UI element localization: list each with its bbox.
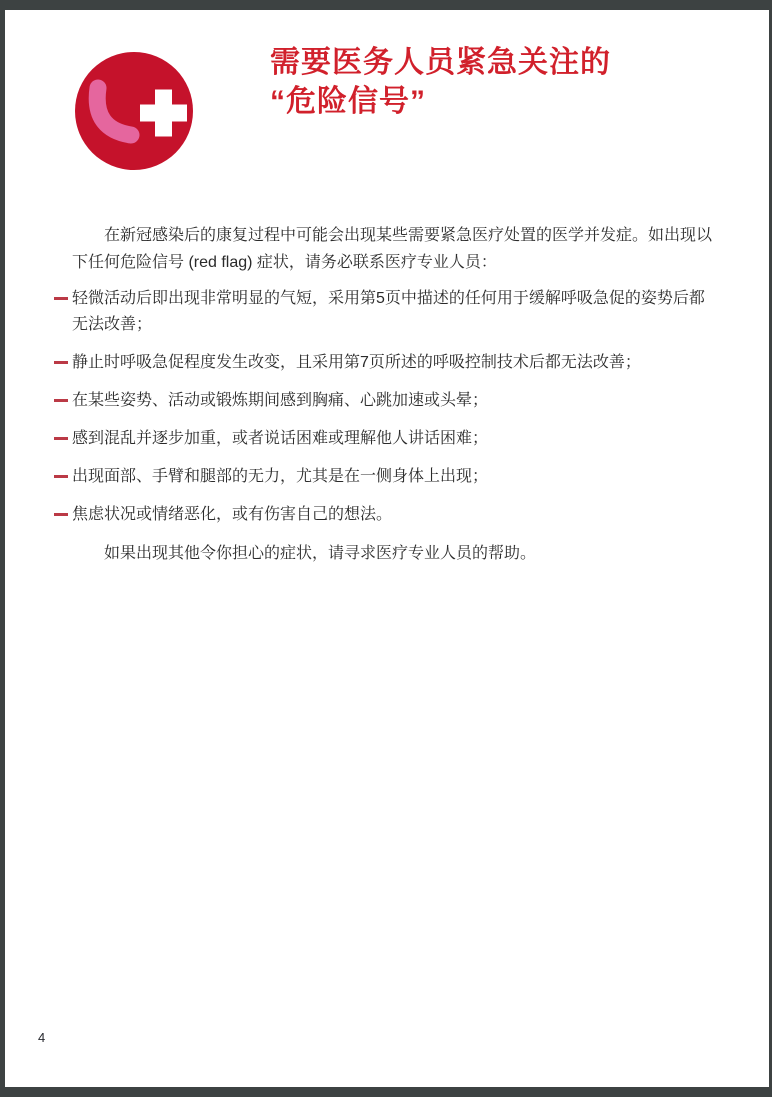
dash-bullet-icon [54,297,68,300]
list-item-text: 出现面部、手臂和腿部的无力，尤其是在一侧身体上出现； [72,468,489,485]
phone-medical-cross-icon [75,52,193,170]
dash-bullet-icon [54,513,68,516]
list-item-text: 感到混乱并逐步加重，或者说话困难或理解他人讲话困难； [72,430,489,447]
dash-bullet-icon [54,475,68,478]
page-title [270,43,710,121]
list-item-text: 焦虑状况或情绪恶化，或有伤害自己的想法。 [72,506,393,523]
list-item [72,426,714,452]
list-item [72,388,714,414]
list-item [72,464,714,490]
emergency-call-icon [75,52,193,170]
list-item-text: 在某些姿势、活动或锻炼期间感到胸痛、心跳加速或头晕； [72,392,489,409]
document-page [5,10,769,1087]
page-title-line1: 需要医务人员紧急关注的 [270,46,611,79]
dash-bullet-icon [54,399,68,402]
dash-bullet-icon [54,361,68,364]
page-content [72,222,714,567]
list-item [72,502,714,528]
medical-cross-icon [155,90,172,137]
page-number: 4 [38,1030,46,1045]
closing-paragraph: 如果出现其他令你担心的症状，请寻求医疗专业人员的帮助。 [104,545,537,562]
dash-bullet-icon [54,437,68,440]
list-item-text: 静止时呼吸急促程度发生改变，且采用第7页所述的呼吸控制技术后都无法改善； [72,354,641,371]
list-item [72,350,714,376]
list-item-text: 轻微活动后即出现非常明显的气短，采用第5页中描述的任何用于缓解呼吸急促的姿势后都无法改善； [72,290,705,333]
intro-paragraph: 在新冠感染后的康复过程中可能会出现某些需要紧急医疗处置的医学并发症。如出现以下任何危险信号 (red flag) 症状，请务必联系医疗专业人员： [72,227,713,271]
danger-signs-list [72,286,714,528]
list-item [72,286,714,338]
page-title-line2: “危险信号” [270,85,426,118]
